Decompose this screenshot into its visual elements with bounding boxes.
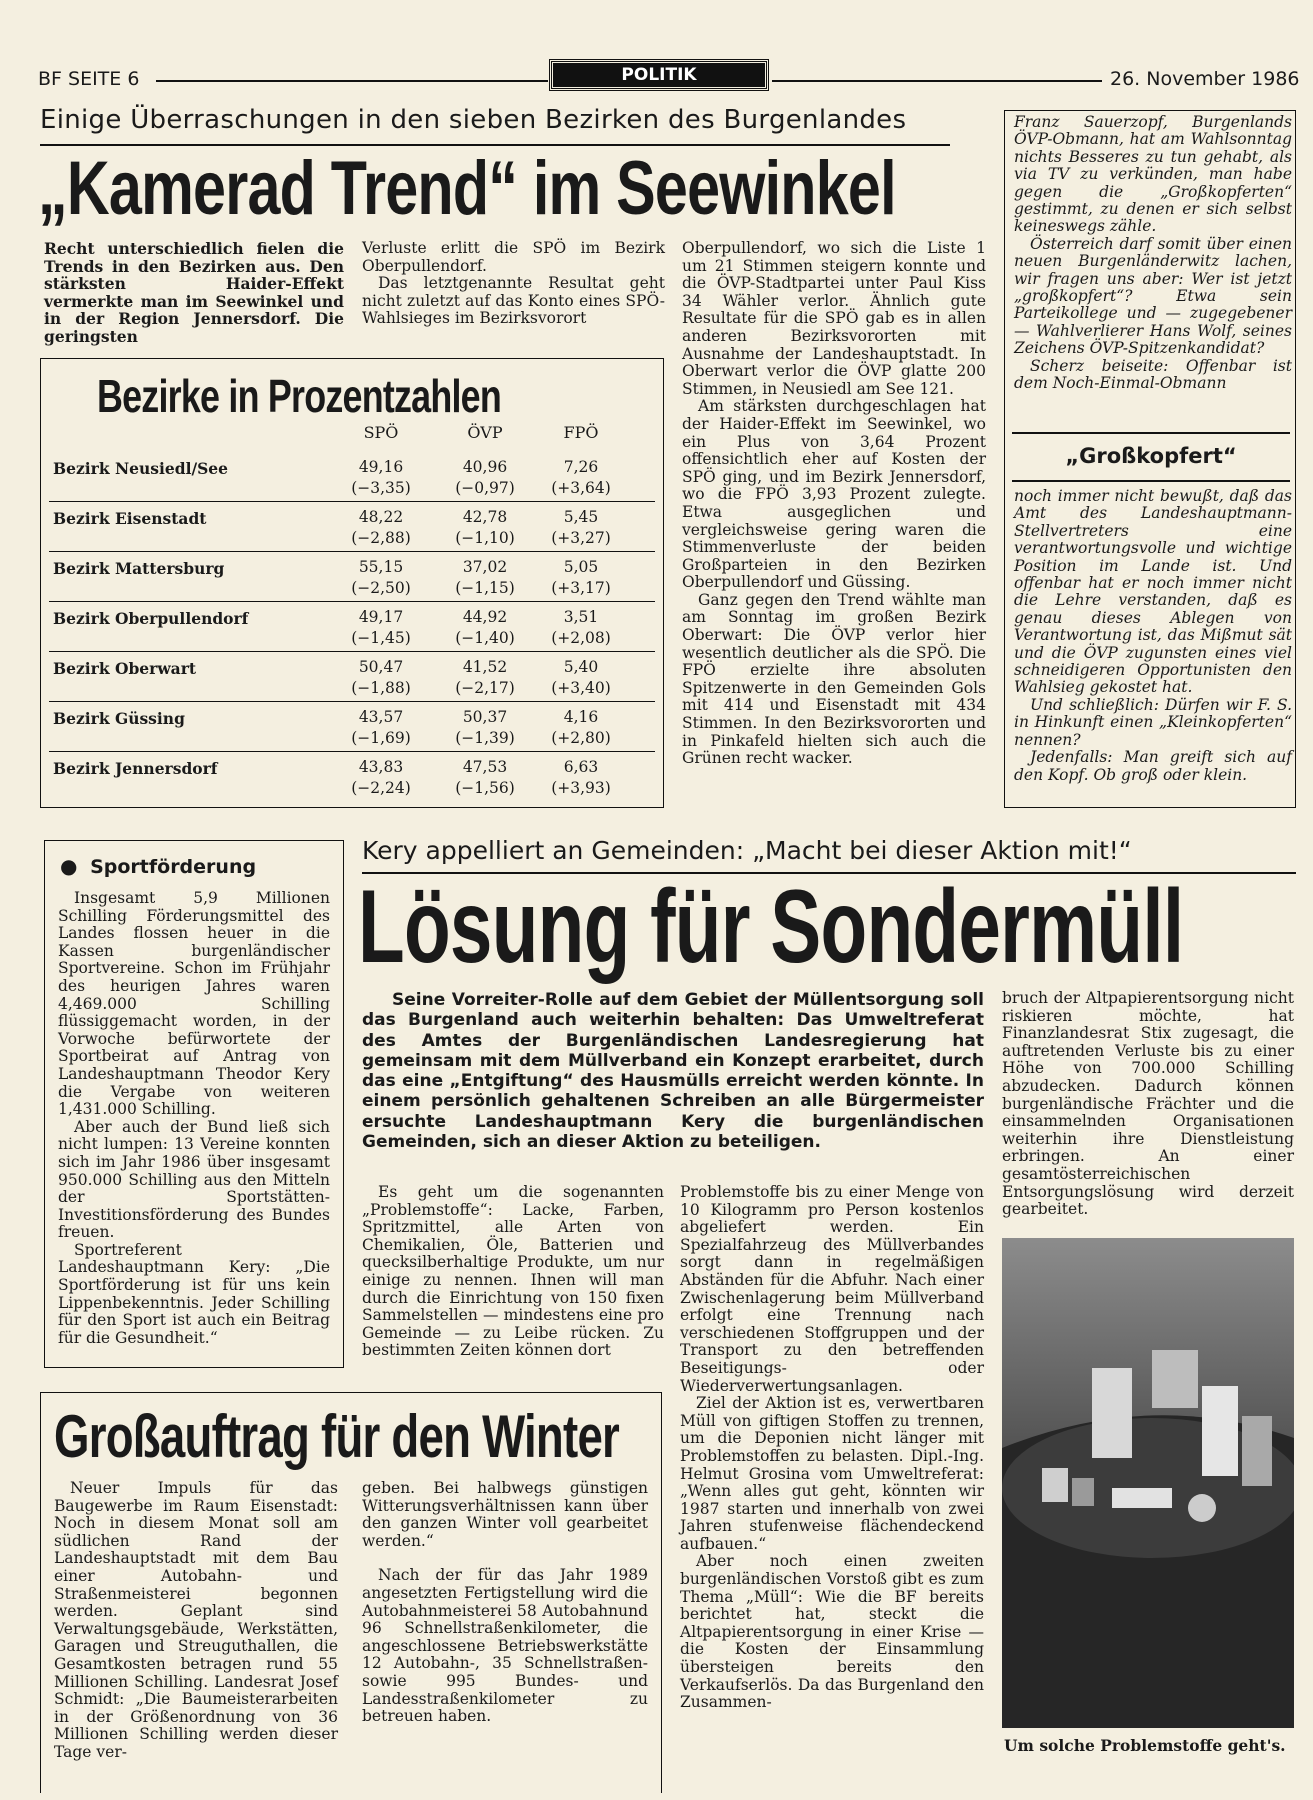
change-ovp: (−1,39) — [455, 729, 515, 747]
value-ovp: 50,37 — [462, 708, 508, 726]
cell-spo — [341, 757, 421, 799]
cell-spo — [341, 457, 421, 499]
muell-kicker: Kery appelliert an Gemeinden: „Macht bei dieser Aktion mit!“ — [362, 836, 1132, 865]
value-ovp: 42,78 — [462, 508, 508, 526]
row-divider — [49, 751, 655, 752]
cell-ovp — [445, 707, 525, 749]
box — [1112, 1488, 1172, 1508]
value-fpo: 4,16 — [563, 708, 599, 726]
change-fpo: (+3,40) — [551, 679, 611, 697]
row-divider — [49, 551, 655, 552]
district-name: Bezirk Jennersdorf — [53, 759, 218, 778]
commentary-rule-bottom — [1012, 480, 1290, 482]
muell-column-2: Problemstoffe bis zu einer Menge von 10 Kilogramm pro Person kostenlos abgeliefert werden. Ein Spezialfahrzeug des Müllverbandes sorgt dann in regelmäßigen Abständen für die Abfuhr. Nach einer Zwischenlagerung beim Müllverband erfolgt eine Trennung nach verschiedenen Stoffgruppen und der Transport zu den betreffenden Beseitigungs- oder Wiederverwertungsanlagen. Ziel der Aktion ist es, verwertbaren Müll von giftigen Stoffen zu trennen, um die Deponien nicht länger mit Problemstoffen zu belasten. Dipl.-Ing. Helmut Grosina vom Umweltreferat: „Wenn alles gut geht, könnten wir 1987 starten und innerhalb von zwei Jahren stufenweise flächendeckend aufbauen.“ Aber noch einen zweiten burgenländischen Vorstoß gibt es zum Thema „Müll“: Wie die BF bereits berichtet hat, steckt die Altpapierentsorgung in einer Krise — die Kosten der Einsammlung übersteigen bereits den Verkaufserlös. Da das Burgenland den Zusammen- — [680, 1183, 984, 1712]
row-divider — [49, 701, 655, 702]
value-spo: 55,15 — [358, 558, 404, 576]
change-fpo: (+3,93) — [551, 779, 611, 797]
photo-svg — [1002, 1238, 1294, 1728]
col-header-spo: SPÖ — [363, 423, 399, 442]
lead-kicker: Einige Überraschungen in den sieben Bezirken des Burgenlandes — [40, 105, 907, 135]
cell-ovp — [445, 507, 525, 549]
district-name: Bezirk Güssing — [53, 709, 185, 728]
change-ovp: (−0,97) — [455, 479, 515, 497]
value-spo: 43,83 — [358, 758, 404, 776]
sport-body: Insgesamt 5,9 Millionen Schilling Förderungsmittel des Landes flossen heuer in die Kassen burgenländischer Sportvereine. Schon im Frühjahr des heurigen Jahres waren 4,469.000 Schilling flüssiggemacht worden, in der Vorwoche befürwortete der Sportbeirat auf Antrag von Landeshauptmann Theodor Kery die Vergabe von weiteren 1,431.000 Schilling. Aber auch der Bund ließ sich nicht lumpen: 13 Vereine konnten sich im Jahr 1986 über insgesamt 950.000 Schilling aus den Mitteln der Sportstätten-Investitionsförderung des Bundes freuen. Sportreferent Landeshauptmann Kery: „Die Sportförderung ist für uns kein Lippenbekenntnis. Jeder Schilling für den Sport ist auch ein Beitrag für die Gesundheit.“ — [58, 889, 330, 1347]
lead-intro: Recht unterschiedlich fielen die Trends in den Bezirken aus. Den stärksten Haider-Effekt vermerkte man im Seewinkel und in der Region Jennersdorf. Die geringsten — [44, 239, 344, 346]
spray-can — [1202, 1386, 1238, 1476]
col-header-ovp: ÖVP — [467, 423, 503, 442]
value-ovp: 47,53 — [462, 758, 508, 776]
lead-headline: „Kamerad Trend“ im Seewinkel — [38, 146, 896, 231]
cell-spo — [341, 557, 421, 599]
commentary-top: Franz Sauerzopf, Burgenlands ÖVP-Obmann, hat am Wahlsonntag nichts Besseres zu tun gehabt, als via TV zu verkünden, man habe gegen die „Großkopferten“ gestimmt, zu denen er sich selbst keineswegs zähle. Österreich darf somit über einen neuen Burgenländerwitz lachen, wir fragen uns aber: Wer ist jetzt „großkopfert“? Etwa sein Parteikollege und — zugegebener — Wahlverlierer Hans Wolf, seines Zeichens ÖVP-Spitzenkandidat? Scherz beiseite: Offenbar ist dem Noch-Einmal-Obmann — [1014, 113, 1292, 393]
cell-fpo — [541, 707, 621, 749]
cell-spo — [341, 707, 421, 749]
sport-heading — [60, 854, 256, 878]
bottle — [1092, 1368, 1132, 1458]
lead-column-3: Oberpullendorf, wo sich die Liste 1 um 21 Stimmen steigern konnte und die ÖVP-Stadtpartei unter Paul Kiss 34 Wähler verlor. Ähnlich gute Resultate für die SPÖ gab es in allen anderen Bezirksvororten mit Ausnahme der Landeshauptstadt. In Oberwart verlor die ÖVP glatte 200 Stimmen, in Neusiedl am See 121. Am stärksten durchgeschlagen hat der Haider-Effekt im Seewinkel, wo ein Plus von 3,64 Prozent offensichtlich eher auf Kosten der SPÖ ging, und im Bezirk Jennersdorf, wo die FPÖ 3,93 Prozent zulegte. Etwa ausgeglichen und vergleichsweise gering waren die Stimmenverluste der beiden Großparteien in den Bezirken Oberpullendorf und Güssing. Ganz gegen den Trend wählte man am Sonntag im großen Bezirk Oberwart: Die ÖVP verlor hier wesentlich deutlicher als die SPÖ. Die FPÖ erzielte ihre absoluten Spitzenwerte in den Gemeinden Gols mit 414 und Eisenstadt mit 434 Stimmen. In den Bezirksvororten und in Pinkafeld hielten sich auch die Grünen recht wacker. — [682, 239, 986, 768]
table-row — [41, 607, 663, 657]
value-fpo: 3,51 — [563, 608, 599, 626]
change-spo: (−2,88) — [351, 529, 411, 547]
value-spo: 49,17 — [358, 608, 404, 626]
change-fpo: (+2,80) — [551, 729, 611, 747]
change-fpo: (+3,27) — [551, 529, 611, 547]
change-spo: (−2,50) — [351, 579, 411, 597]
table-row — [41, 757, 663, 807]
cell-fpo — [541, 557, 621, 599]
battery — [1072, 1478, 1094, 1506]
cell-fpo — [541, 507, 621, 549]
table-row — [41, 457, 663, 507]
problem-substances-photo — [1002, 1238, 1294, 1728]
cell-spo — [341, 657, 421, 699]
change-spo: (−2,24) — [351, 779, 411, 797]
issue-date: 26. November 1986 — [1110, 68, 1300, 90]
change-spo: (−1,88) — [351, 679, 411, 697]
value-spo: 50,47 — [358, 658, 404, 676]
row-divider — [49, 601, 655, 602]
lead-column-2: Verluste erlitt die SPÖ im Bezirk Oberpullendorf. Das letztgenannte Resultat geht nicht zuletzt auf das Konto eines SPÖ-Wahlsieges im Bezirksvorort — [362, 239, 665, 328]
value-fpo: 7,26 — [563, 458, 599, 476]
value-ovp: 40,96 — [462, 458, 508, 476]
district-name: Bezirk Oberwart — [53, 659, 197, 678]
results-table-title: Bezirke in Prozentzahlen — [97, 370, 501, 422]
change-ovp: (−2,17) — [455, 679, 515, 697]
change-ovp: (−1,10) — [455, 529, 515, 547]
row-divider — [49, 501, 655, 502]
value-spo: 48,22 — [358, 508, 404, 526]
change-spo: (−1,45) — [351, 629, 411, 647]
cell-fpo — [541, 757, 621, 799]
muell-column-3: bruch der Altpapierentsorgung nicht riskieren möchte, hat Finanzlandesrat Stix zugesagt, die auftretenden Verluste bis zu einer Höhe von 700.000 Schilling abzudecken. Dadurch können burgenländische Frächter und die einsammelnden Organisationen weiterhin ihre Dienstleistung erbringen. An einer gesamtösterreichischen Entsorgungslösung wird derzeit gearbeitet. — [1002, 989, 1294, 1219]
section-label: POLITIK — [550, 60, 768, 90]
winter-column-1: Neuer Impuls für das Baugewerbe im Raum Eisenstadt: Noch in diesem Monat soll am südlichen Rand der Landeshauptstadt mit dem Bau einer Autobahn- und Straßenmeisterei begonnen werden. Geplant sind Verwaltungsgebäude, Werkstätten, Garagen und Streuguthallen, die Gesamtkosten betragen rund 55 Millionen Schilling. Landesrat Josef Schmidt: „Die Baumeisterarbeiten in der Größenordnung von 36 Millionen Schilling werden dieser Tage ver- — [54, 1479, 338, 1761]
table-row — [41, 707, 663, 757]
change-ovp: (−1,40) — [455, 629, 515, 647]
commentary-heading: „Großkopfert“ — [1065, 444, 1237, 468]
value-fpo: 5,45 — [563, 508, 599, 526]
masthead-rule-right — [772, 80, 1102, 82]
battery-pile — [1042, 1468, 1068, 1502]
district-name: Bezirk Oberpullendorf — [53, 609, 249, 628]
table-row — [41, 557, 663, 607]
value-ovp: 41,52 — [462, 658, 508, 676]
bullet-icon: ● — [60, 854, 78, 878]
cell-ovp — [445, 457, 525, 499]
winter-headline: Großauftrag für den Winter — [54, 1403, 620, 1470]
muell-lead: Seine Vorreiter-Rolle auf dem Gebiet der Müllentsorgung soll das Burgenland auch weiterhin behalten: Das Umweltreferat des Amtes der Burgenländischen Landesregierung hat gemeinsam mit dem Müllverband ein Konzept erarbeitet, durch das eine „Entgiftung“ des Hausmülls erreicht werden könnte. In einem persönlich gehaltenen Schreiben an alle Bürgermeister ersuchte Landeshauptmann Kery die burgenländischen Gemeinden, sich an dieser Aktion zu beteiligen. — [362, 990, 984, 1153]
value-ovp: 44,92 — [462, 608, 508, 626]
paint-can — [1152, 1350, 1198, 1408]
value-fpo: 5,05 — [563, 558, 599, 576]
district-name: Bezirk Neusiedl/See — [53, 459, 229, 478]
change-fpo: (+2,08) — [551, 629, 611, 647]
value-ovp: 37,02 — [462, 558, 508, 576]
jar — [1188, 1494, 1216, 1522]
cell-ovp — [445, 557, 525, 599]
cell-ovp — [445, 757, 525, 799]
cell-fpo — [541, 657, 621, 699]
cell-spo — [341, 507, 421, 549]
value-fpo: 6,63 — [563, 758, 599, 776]
change-fpo: (+3,17) — [551, 579, 611, 597]
cell-ovp — [445, 657, 525, 699]
value-spo: 49,16 — [358, 458, 404, 476]
page-number: BF SEITE 6 — [38, 68, 140, 90]
district-name: Bezirk Eisenstadt — [53, 509, 207, 528]
change-ovp: (−1,15) — [455, 579, 515, 597]
value-spo: 43,57 — [358, 708, 404, 726]
muell-column-1: Es geht um die sogenannten „Problemstoffe“: Lacke, Farben, Spritzmittel, alle Arten von Chemikalien, Öle, Batterien und quecksilberhaltige Produkte, um nur einige zu nennen. Ihnen will man durch die Einrichtung von 150 fixen Sammelstellen — mindestens eine pro Gemeinde — zu Leibe rücken. Zu bestimmten Zeiten können dort — [362, 1183, 664, 1360]
bottle-2 — [1242, 1416, 1272, 1486]
winter-column-2: geben. Bei halbwegs günstigen Witterungsverhältnissen kann über den ganzen Winter voll gearbeitet werden.“ Nach der für das Jahr 1989 angesetzten Fertigstellung wird die Autobahnmeisterei 58 Autobahnund 96 Schnellstraßenkilometer, die angeschlossene Betriebswerkstätte 12 Autobahn-, 35 Schnellstraßen- sowie 995 Bundes- und Landesstraßenkilometer zu betreuen haben. — [362, 1479, 648, 1726]
value-fpo: 5,40 — [563, 658, 599, 676]
cell-fpo — [541, 457, 621, 499]
row-divider — [49, 651, 655, 652]
change-spo: (−1,69) — [351, 729, 411, 747]
district-name: Bezirk Mattersburg — [53, 559, 225, 578]
cell-spo — [341, 607, 421, 649]
table-row — [41, 657, 663, 707]
cell-fpo — [541, 607, 621, 649]
col-header-fpo: FPÖ — [563, 423, 599, 442]
commentary-bottom: noch immer nicht bewußt, daß das Amt des Landeshauptmann-Stellvertreters eine verantwortungsvolle und wichtige Position im Lande ist. Und offenbar hat er noch immer nicht die Lehre verstanden, daß es genau dieses Ablegen von Verantwortung ist, das Mißmut sät und die ÖVP zugunsten eines viel schneidigeren Opportunisten den Wahlsieg gekostet hat. Und schließlich: Dürfen wir F. S. in Hinkunft einen „Kleinkopferten“ nennen? Jedenfalls: Man greift sich auf den Kopf. Ob groß oder klein. — [1014, 487, 1292, 784]
change-spo: (−3,35) — [351, 479, 411, 497]
change-ovp: (−1,56) — [455, 779, 515, 797]
masthead-rule-left — [156, 80, 548, 82]
table-row — [41, 507, 663, 557]
photo-caption: Um solche Problemstoffe geht's. — [1004, 1736, 1286, 1755]
sport-heading-text: Sportförderung — [90, 856, 257, 878]
results-table-box — [40, 358, 664, 808]
muell-headline: Lösung für Sondermüll — [358, 869, 1184, 985]
cell-ovp — [445, 607, 525, 649]
change-fpo: (+3,64) — [551, 479, 611, 497]
commentary-rule-top — [1012, 432, 1290, 434]
